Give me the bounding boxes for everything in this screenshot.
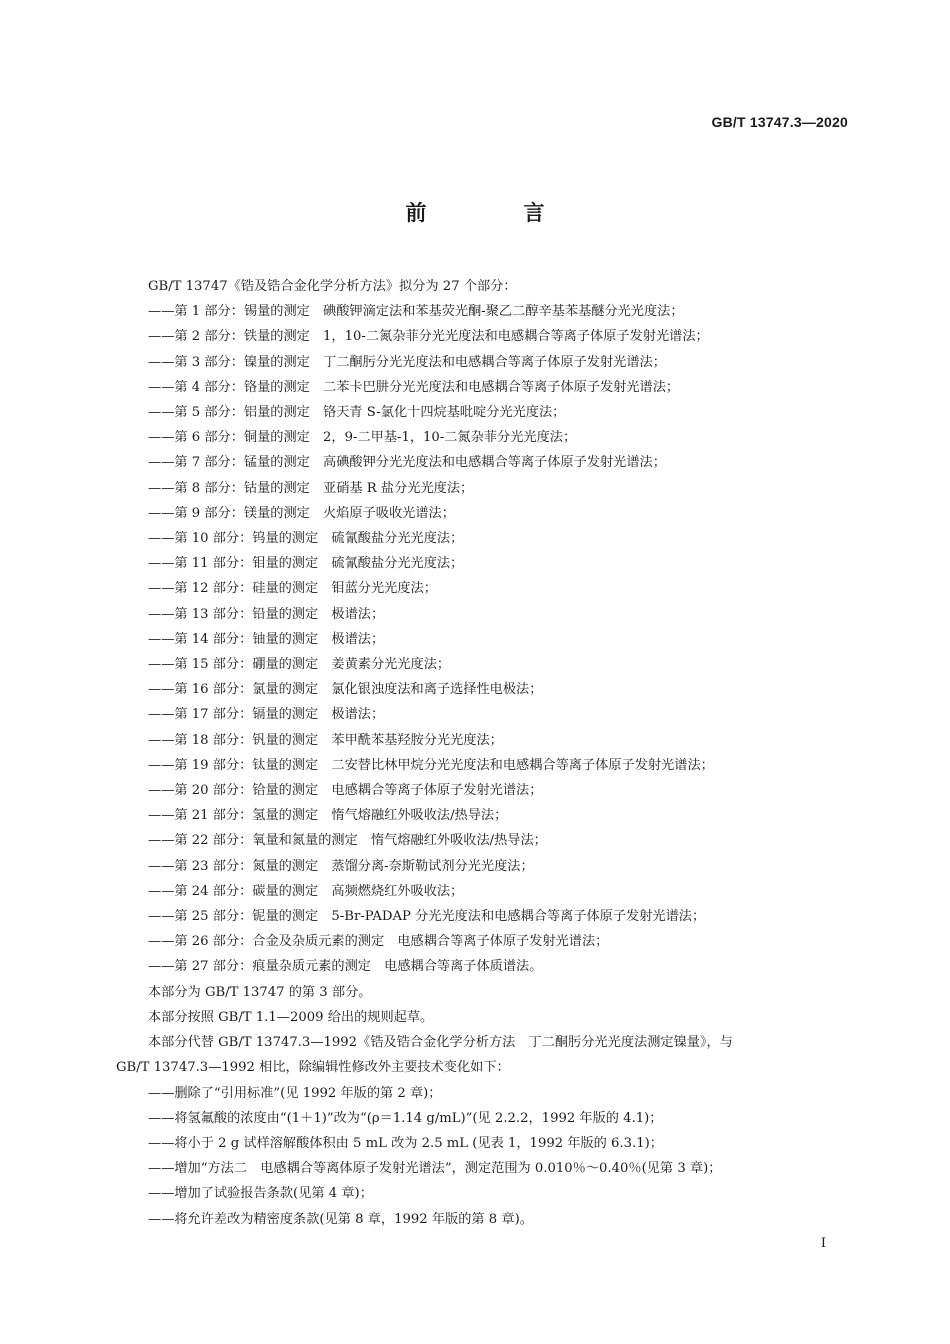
list-item: ——第 23 部分：氮量的测定 蒸馏分离-奈斯勒试剂分光光度法；	[148, 858, 534, 874]
list-item: ——第 12 部分：硅量的测定 钼蓝分光光度法；	[148, 581, 437, 597]
replace-paragraph-line2: GB/T 13747.3—1992 相比，除编辑性修改外主要技术变化如下：	[116, 1060, 510, 1076]
list-item: ——第 27 部分：痕量杂质元素的测定 电感耦合等离子体质谱法。	[148, 959, 543, 975]
page-number: I	[820, 1236, 826, 1251]
list-item: ——第 17 部分：镉量的测定 极谱法；	[148, 707, 385, 723]
list-item: ——将允许差改为精密度条款(见第 8 章，1992 年版的第 8 章)。	[148, 1211, 533, 1227]
list-item: ——第 8 部分：钴量的测定 亚硝基 R 盐分光光度法；	[148, 480, 474, 496]
page-title: 前 言	[405, 201, 583, 225]
list-item: ——第 2 部分：铁量的测定 1，10-二氮杂菲分光光度法和电感耦合等离子体原子发射光谱法；	[148, 329, 709, 345]
list-item: ——第 5 部分：铝量的测定 铬天青 S-氯化十四烷基吡啶分光光度法；	[148, 405, 566, 421]
parts-list	[116, 299, 842, 979]
statement-part: 本部分为 GB/T 13747 的第 3 部分。	[148, 984, 372, 1000]
changes-list	[116, 1081, 842, 1232]
list-item: ——增加了试验报告条款(见第 4 章)；	[148, 1186, 373, 1202]
list-item: ——第 25 部分：铌量的测定 5-Br-PADAP 分光光度法和电感耦合等离子体原子发射光谱法；	[148, 909, 706, 925]
list-item: ——增加“方法二 电感耦合等离体原子发射光谱法”，测定范围为 0.010％～0.40％(见第 3 章)；	[148, 1161, 722, 1177]
list-item: ——第 13 部分：铅量的测定 极谱法；	[148, 606, 385, 622]
intro-paragraph: GB/T 13747《锆及锆合金化学分析方法》拟分为 27 个部分：	[148, 279, 517, 294]
list-item: ——第 1 部分：锡量的测定 碘酸钾滴定法和苯基荧光酮-聚乙二醇辛基苯基醚分光光度法；	[148, 304, 684, 320]
statement-rules: 本部分按照 GB/T 1.1—2009 给出的规则起草。	[148, 1009, 434, 1025]
document-body	[116, 274, 842, 1232]
list-item: ——第 9 部分：镁量的测定 火焰原子吸收光谱法；	[148, 505, 455, 521]
list-item: ——第 18 部分：钒量的测定 苯甲酰苯基羟胺分光光度法；	[148, 732, 503, 748]
list-item: ——第 10 部分：钨量的测定 硫氰酸盐分光光度法；	[148, 531, 464, 547]
list-item: ——第 7 部分：锰量的测定 高碘酸钾分光光度法和电感耦合等离子体原子发射光谱法；	[148, 455, 666, 471]
list-item: ——第 24 部分：碳量的测定 高频燃烧红外吸收法；	[148, 883, 464, 899]
list-item: ——将氢氟酸的浓度由“(1＋1)”改为“(ρ＝1.14 g/mL)”(见 2.2.2，1992 年版的 4.1)；	[148, 1110, 663, 1126]
list-item: ——删除了“引用标准”(见 1992 年版的第 2 章)；	[148, 1085, 442, 1101]
list-item: ——将小于 2 g 试样溶解酸体积由 5 mL 改为 2.5 mL (见表 1，1992 年版的 6.3.1)；	[148, 1135, 663, 1151]
list-item: ——第 6 部分：铜量的测定 2，9-二甲基-1，10-二氮杂菲分光光度法；	[148, 430, 577, 446]
list-item: ——第 21 部分：氢量的测定 惰气熔融红外吸收法/热导法；	[148, 808, 508, 824]
list-item: ——第 3 部分：镍量的测定 丁二酮肟分光光度法和电感耦合等离子体原子发射光谱法；	[148, 354, 666, 370]
list-item: ——第 20 部分：铪量的测定 电感耦合等离子体原子发射光谱法；	[148, 783, 543, 799]
list-item: ——第 4 部分：铬量的测定 二苯卡巴肼分光光度法和电感耦合等离子体原子发射光谱法；	[148, 379, 680, 395]
list-item: ——第 16 部分：氯量的测定 氯化银浊度法和离子选择性电极法；	[148, 682, 543, 698]
list-item: ——第 15 部分：硼量的测定 姜黄素分光光度法；	[148, 657, 451, 673]
standard-number: GB/T 13747.3—2020	[711, 114, 848, 130]
list-item: ——第 22 部分：氧量和氮量的测定 惰气熔融红外吸收法/热导法；	[148, 833, 547, 849]
replace-paragraph-line1: 本部分代替 GB/T 13747.3—1992《锆及锆合金化学分析方法 丁二酮肟分光光度法测定镍量》，与	[148, 1035, 733, 1051]
list-item: ——第 26 部分：合金及杂质元素的测定 电感耦合等离子体原子发射光谱法；	[148, 934, 609, 950]
list-item: ——第 11 部分：钼量的测定 硫氰酸盐分光光度法；	[148, 556, 464, 572]
list-item: ——第 19 部分：钛量的测定 二安替比林甲烷分光光度法和电感耦合等离子体原子发射光谱法；	[148, 757, 714, 773]
list-item: ——第 14 部分：铀量的测定 极谱法；	[148, 631, 385, 647]
